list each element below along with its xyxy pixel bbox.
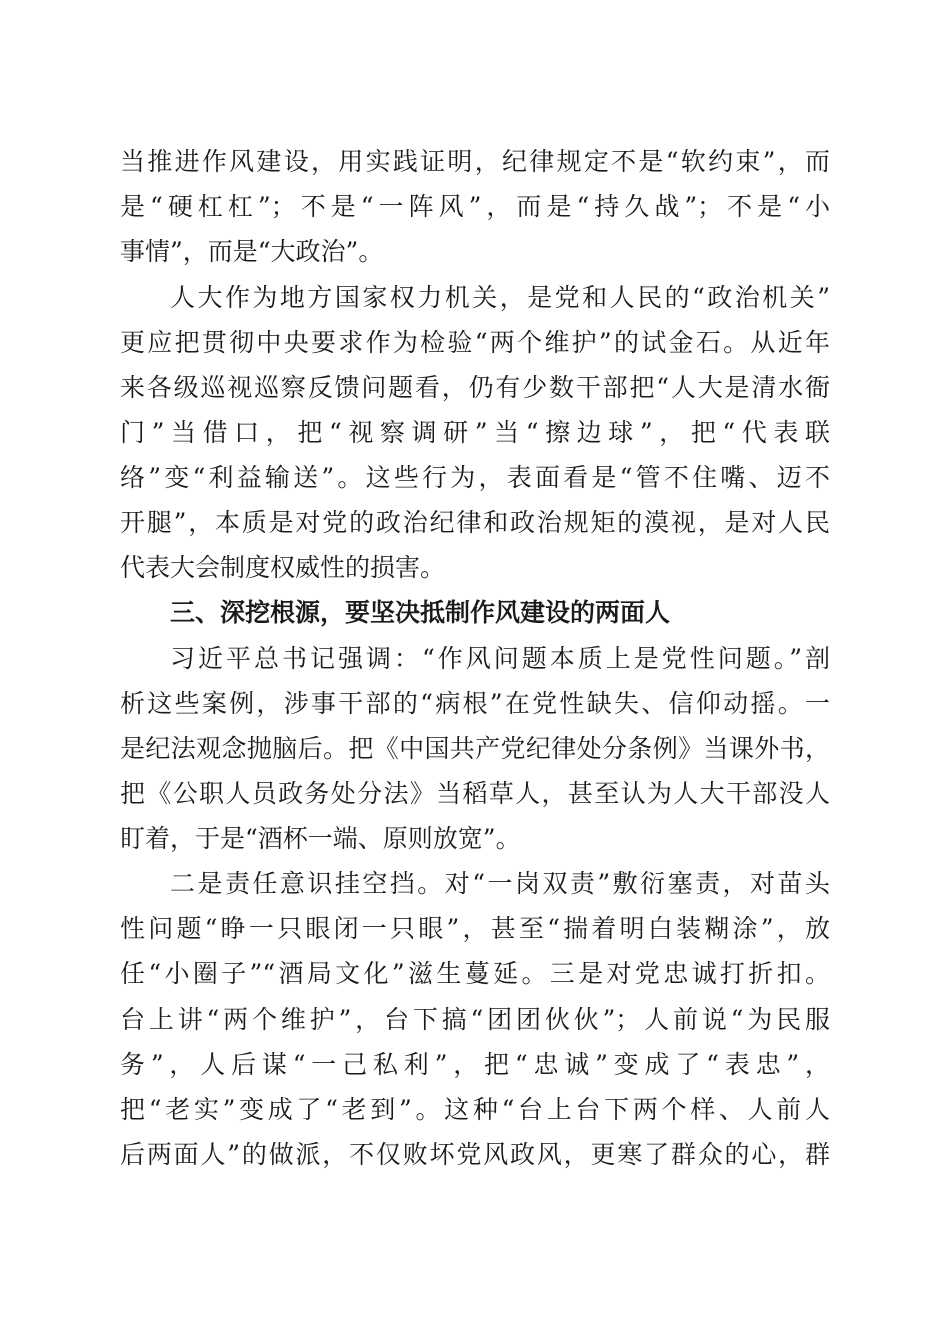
paragraph-line: 是“硬杠杠”；不是“一阵风”，而是“持久战”；不是“小	[120, 192, 830, 221]
paragraph-line: 更应把贯彻中央要求作为检验“两个维护”的试金石。从近年	[120, 328, 830, 357]
paragraph-line: 人大作为地方国家权力机关，是党和人民的“政治机关”	[170, 283, 830, 312]
paragraph-line: 析这些案例，涉事干部的“病根”在党性缺失、信仰动摇。一	[120, 689, 830, 718]
paragraph-line: 门”当借口，把“视察调研”当“擦边球”，把“代表联	[120, 418, 830, 447]
paragraph-line: 是纪法观念抛脑后。把《中国共产党纪律处分条例》当课外书，	[120, 734, 830, 763]
paragraph-line: 二是责任意识挂空挡。对“一岗双责”敷衍塞责，对苗头	[170, 869, 830, 898]
paragraph-line: 代表大会制度权威性的损害。	[120, 553, 446, 582]
paragraph-line: 性问题“睁一只眼闭一只眼”，甚至“揣着明白装糊涂”，放	[120, 914, 830, 943]
paragraph-line: 络”变“利益输送”。这些行为，表面看是“管不住嘴、迈不	[120, 463, 830, 492]
paragraph-line: 务”，人后谋“一己私利”，把“忠诚”变成了“表忠”，	[120, 1050, 830, 1079]
paragraph-line: 事情”，而是“大政治”。	[120, 237, 384, 266]
paragraph-line: 盯着，于是“酒杯一端、原则放宽”。	[120, 824, 521, 853]
paragraph-line: 后两面人”的做派，不仅败坏党风政风，更寒了群众的心，群	[120, 1140, 830, 1169]
paragraph-line: 台上讲“两个维护”，台下搞“团团伙伙”；人前说“为民服	[120, 1005, 830, 1034]
paragraph-line: 把《公职人员政务处分法》当稻草人，甚至认为人大干部没人	[120, 779, 830, 808]
paragraph-line: 把“老实”变成了“老到”。这种“台上台下两个样、人前人	[120, 1095, 830, 1124]
paragraph-line: 任“小圈子”“酒局文化”滋生蔓延。三是对党忠诚打折扣。	[120, 959, 830, 988]
section-heading: 三、深挖根源，要坚决抵制作风建设的两面人	[170, 598, 671, 627]
paragraph-line: 习近平总书记强调：“作风问题本质上是党性问题。”剖	[170, 644, 830, 673]
paragraph-line: 当推进作风建设，用实践证明，纪律规定不是“软约束”，而	[120, 147, 830, 176]
paragraph-line: 开腿”，本质是对党的政治纪律和政治规矩的漠视，是对人民	[120, 508, 830, 537]
paragraph-line: 来各级巡视巡察反馈问题看，仍有少数干部把“人大是清水衙	[120, 373, 830, 402]
